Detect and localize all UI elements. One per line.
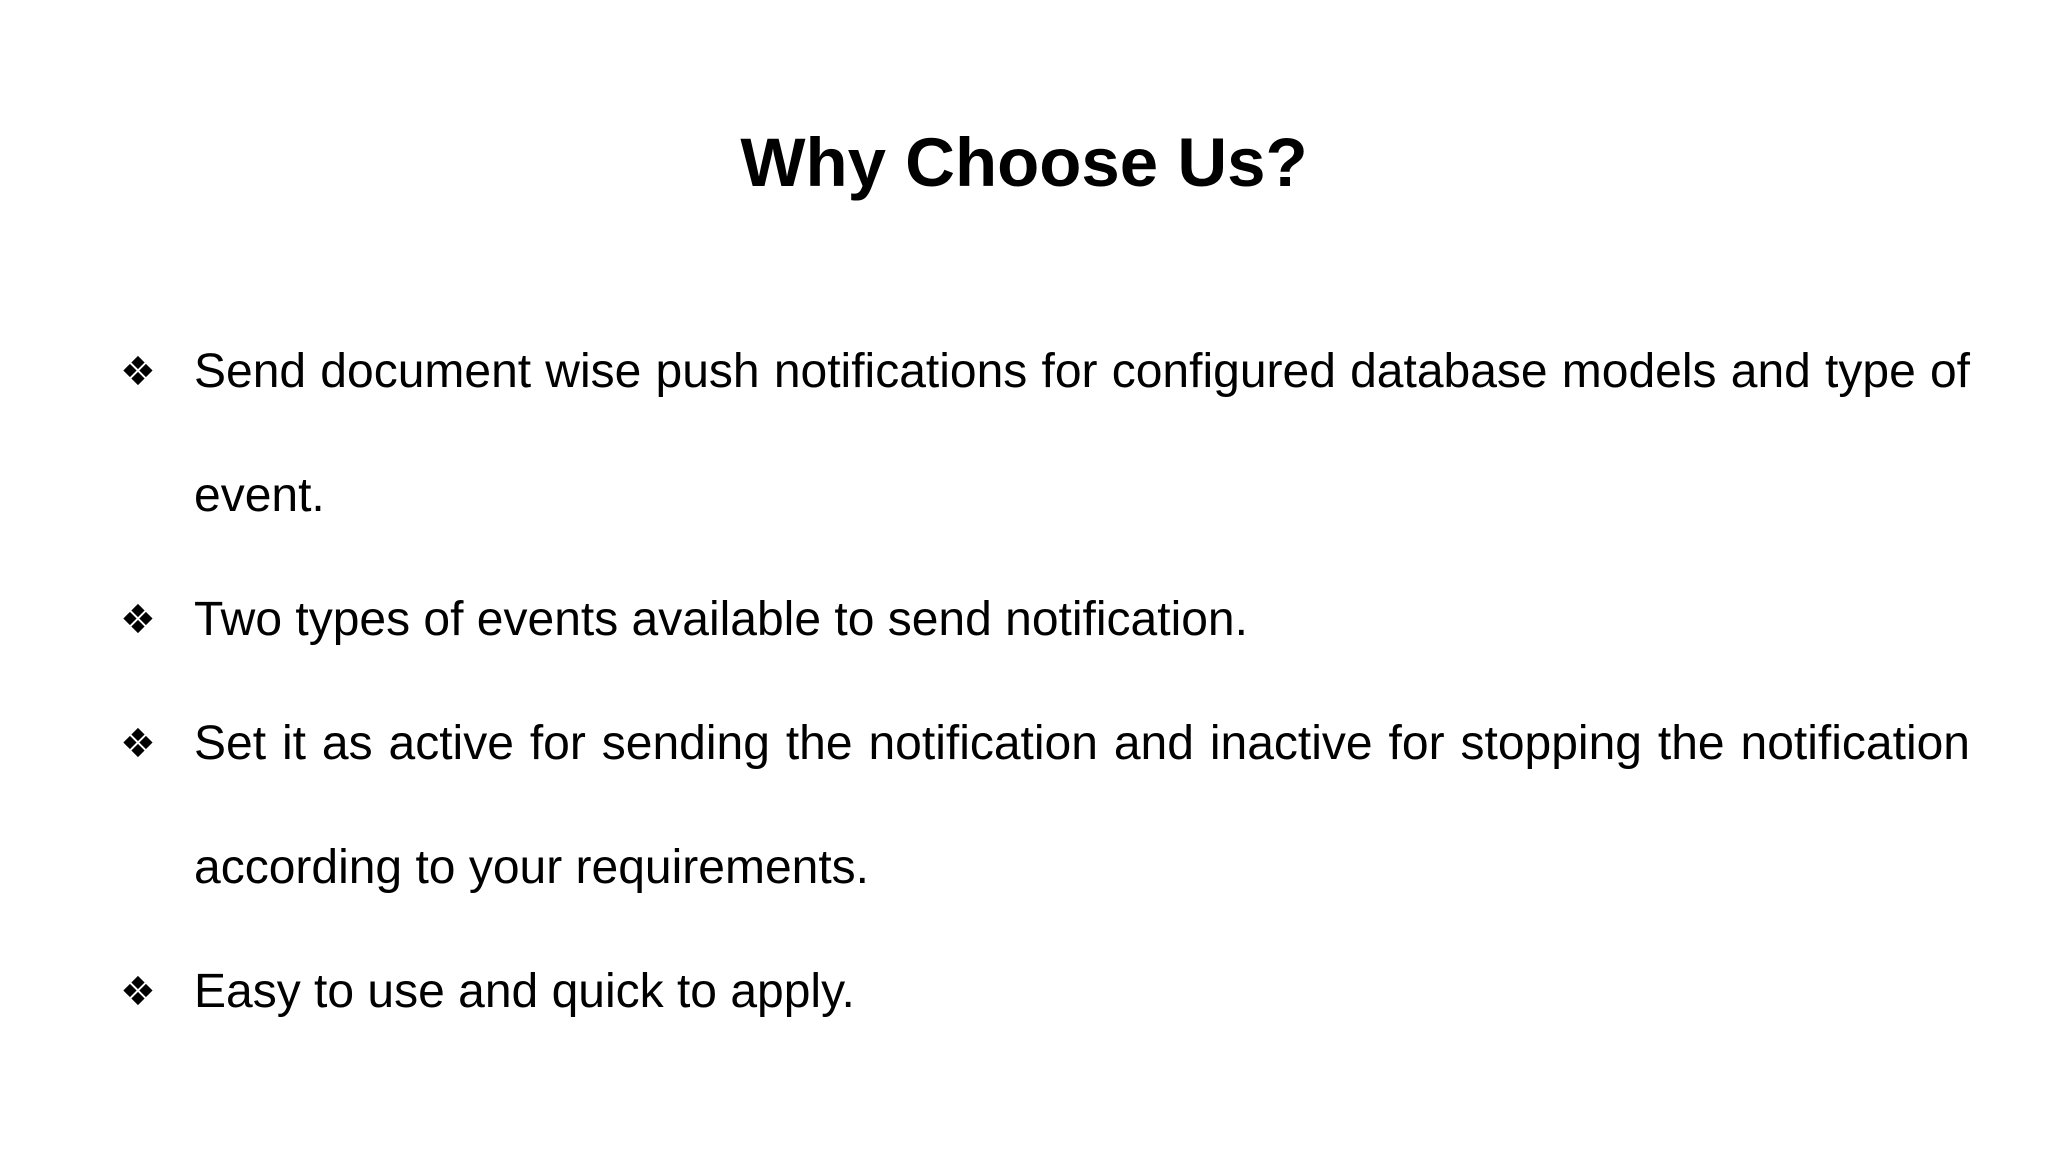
list-item (120, 682, 1970, 930)
list-item (120, 310, 1970, 558)
bullet-list (120, 310, 1970, 1054)
diamond-bullet-icon: ❖ (120, 597, 156, 643)
diamond-bullet-icon: ❖ (120, 969, 156, 1015)
list-item (120, 558, 1970, 682)
diamond-bullet-icon: ❖ (120, 349, 156, 395)
bullet-text: Set it as active for sending the notification and inactive for stopping the notification according to your requirements. (194, 717, 1970, 894)
bullet-text: Two types of events available to send notification. (194, 593, 1248, 646)
bullet-text: Easy to use and quick to apply. (194, 965, 855, 1018)
page-title: Why Choose Us? (740, 124, 1308, 201)
diamond-bullet-icon: ❖ (120, 721, 156, 767)
list-item (120, 930, 1970, 1054)
bullet-text: Send document wise push notifications for configured database models and type of event. (194, 345, 1970, 522)
